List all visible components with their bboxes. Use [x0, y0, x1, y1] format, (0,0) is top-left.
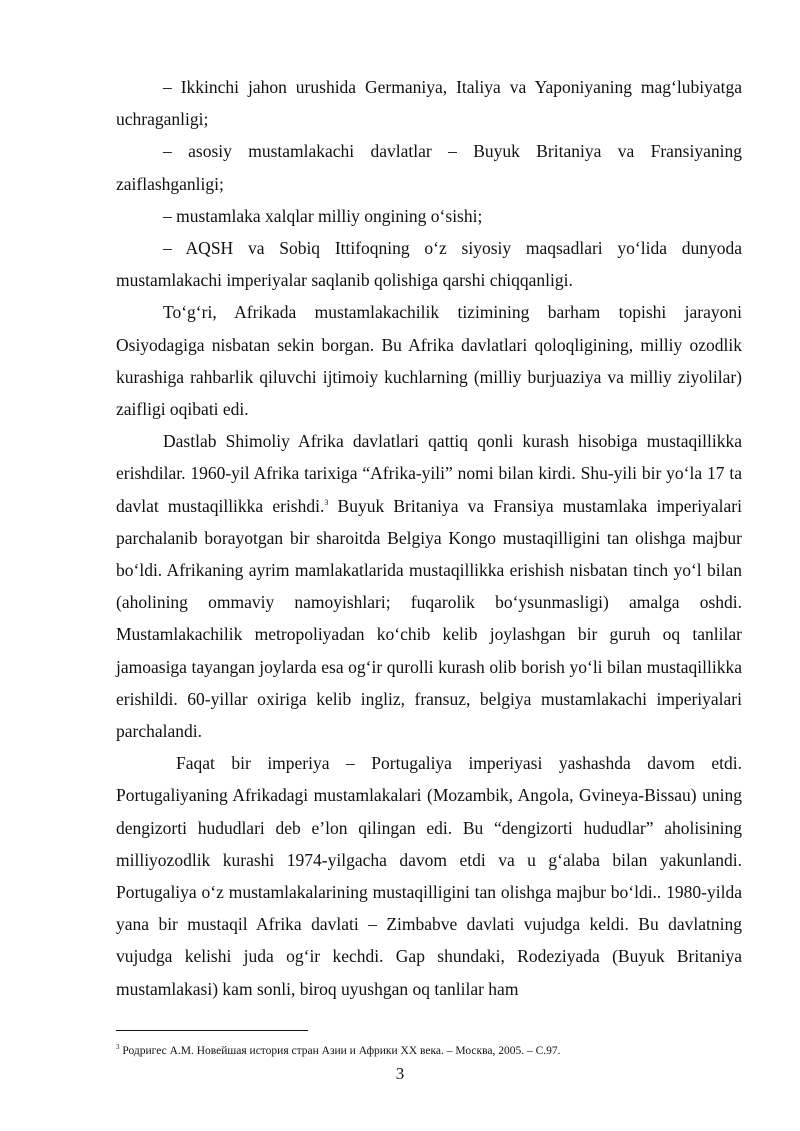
- list-item-usa-ussr: – AQSH va Sobiq Ittifoqning o‘z siyosiy maqsadlari yo‘lida dunyoda mustamlakachi imperiyalar saqlanib qolishiga qarshi chiqqanligi.: [116, 238, 742, 291]
- body-text: [116, 71, 742, 1005]
- paragraph-portugal: Faqat bir imperiya – Portugaliya imperiyasi yashashda davom etdi. Portugaliyaning Afrikadagi mustamlakalari (Mozambik, Angola, Gvineya-Bissau) uning dengizorti hududlari deb e’lon qilingan edi. Bu “dengizorti hududlar” aholisining milliyozodlik kurashi 1974-yilgacha davom etdi va u g‘alaba bilan yakunlandi. Portugaliya o‘z mustamlakalarining mustaqilligini tan olishga majbur bo‘ldi.. 1980-yilda yana bir mustaqil Afrika davlati – Zimbabve davlati vujudga keldi. Bu davlatning vujudga kelishi juda og‘ir kechdi. Gap shundaki, Rodeziyada (Buyuk Britaniya mustamlakasi) kam sonli, biroq uyushgan oq tanlilar ham: [116, 753, 742, 999]
- list-item-germany-italy-japan: – Ikkinchi jahon urushida Germaniya, Italiya va Yaponiyaning mag‘lubiyatga uchraganligi;: [116, 77, 742, 130]
- list-item-britain-france: – asosiy mustamlakachi davlatlar – Buyuk Britaniya va Fransiyaning zaiflashganligi;: [116, 141, 742, 194]
- footnote-text: Родригес А.М. Новейшая история стран Азии и Африки XX века. – Москва, 2005. – С.97.: [119, 1044, 561, 1057]
- list-item-national-consciousness: – mustamlaka xalqlar milliy ongining o‘sishi;: [163, 205, 483, 226]
- page-number: 3: [395, 1064, 405, 1083]
- footnote-marker: 3: [116, 1043, 120, 1051]
- footnote: [116, 1040, 742, 1059]
- paragraph-africa-slow-process: To‘g‘ri, Afrikada mustamlakachilik tizimining barham topishi jarayoni Osiyodagiga nisbatan sekin borgan. Bu Afrika davlatlari qoloqligining, milliy ozodlik kurashiga rahbarlik qiluvchi ijtimoiy kuchlarning (milliy burjuaziya va milliy ziyolilar) zaifligi oqibati edi.: [116, 302, 742, 420]
- footnote-divider: [116, 1030, 308, 1031]
- paragraph-north-africa: [116, 425, 742, 747]
- paragraph-text: Dastlab Shimoliy Afrika davlatlari qattiq qonli kurash hisobiga mustaqillikka erishdilar. 1960-yil Afrika tarixiga “Afrika-yili” nomi bilan kirdi. Shu-yili bir yo‘la 17 ta davlat mustaqillikka erishdi.: [116, 431, 742, 516]
- paragraph-text: Buyuk Britaniya va Fransiya mustamlaka imperiyalari parchalanib borayotgan bir sharoitda Belgiya Kongo mustaqilligini tan olishga majbur bo‘ldi. Afrikaning ayrim mamlakatlarida mustaqillikka erishish nisbatan tinch yo‘l bilan (aholining ommaviy namoyishlari; fuqarolik bo‘ysunmasligi) amalga oshdi. Mustamlakachilik metropoliyadan ko‘chib kelib joylashgan bir guruh oq tanlilar jamoasiga tayangan joylarda esa og‘ir qurolli kurash olib borish yo‘li bilan mustaqillikka erishildi. 60-yillar oxiriga kelib ingliz, fransuz, belgiya mustamlakachi imperiyalari parchalandi.: [116, 495, 742, 742]
- footnote-reference[interactable]: 3: [324, 497, 329, 507]
